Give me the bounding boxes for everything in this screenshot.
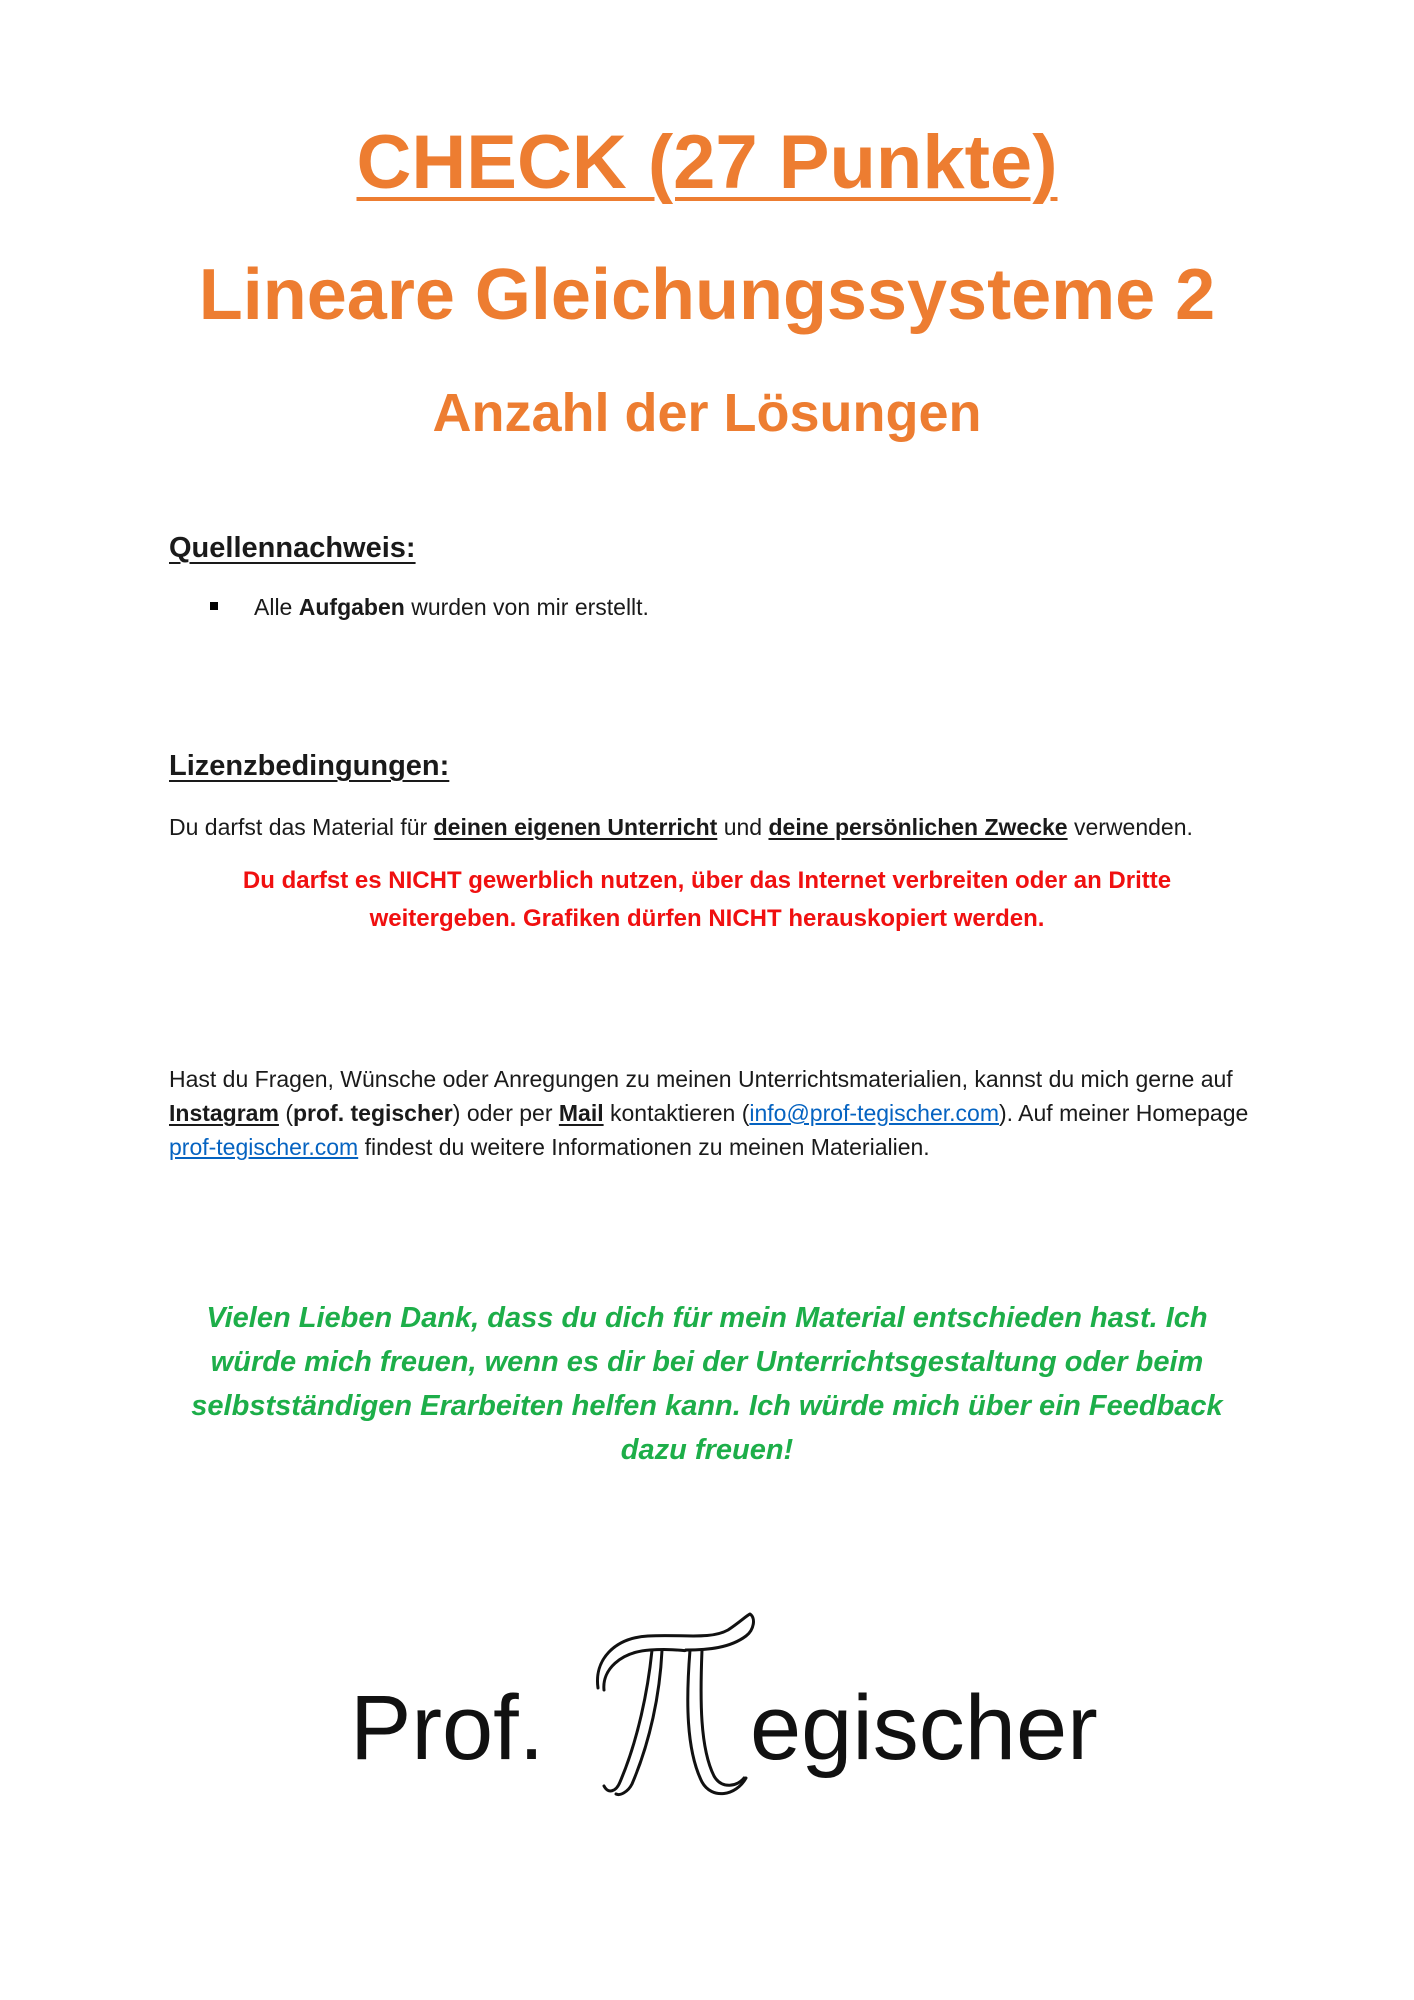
contact-paragraph: Hast du Fragen, Wünsche oder Anregungen zu meinen Unterrichtsmaterialien, kannst du mich gerne auf Instagram (prof. tegischer) oder per Mail kontaktieren (info@prof-tegischer.com). Auf meiner Homepage prof-tegischer.com findest du weitere Informationen zu meinen Materialien. bbox=[169, 1066, 1249, 1160]
pi-icon bbox=[590, 1610, 760, 1800]
page-subtitle: Lineare Gleichungssysteme 2 bbox=[198, 255, 1216, 335]
logo-suffix: egischer bbox=[750, 1677, 1098, 1779]
sources-heading: Quellennachweis: bbox=[169, 532, 416, 564]
logo-prefix: Prof. bbox=[350, 1677, 545, 1779]
email-link[interactable]: info@prof-tegischer.com bbox=[749, 1100, 999, 1126]
page-title: CHECK (27 Punkte) bbox=[356, 120, 1058, 205]
license-text: Du darfst das Material für deinen eigenen Unterricht und deine persönlichen Zwecke verwenden. bbox=[169, 814, 1193, 840]
square-bullet-icon bbox=[210, 602, 218, 610]
license-heading: Lizenzbedingungen: bbox=[169, 750, 450, 782]
page-topic: Anzahl der Lösungen bbox=[432, 383, 982, 443]
sources-text: Alle Aufgaben wurden von mir erstellt. bbox=[254, 594, 649, 620]
instagram-handle: prof. tegischer bbox=[293, 1100, 453, 1126]
mail-label: Mail bbox=[558, 1100, 604, 1126]
homepage-link[interactable]: prof-tegischer.com bbox=[169, 1134, 359, 1160]
brand-logo bbox=[350, 1610, 1098, 1810]
thanks-message: Vielen Lieben Dank, dass du dich für mein Material entschieden hast. Ich würde mich freuen, wenn es dir bei der Unterrichtsgestaltung oder beim selbstständigen Erarbeiten helfen kann. Ich würde mich über ein Feedback dazu freuen! bbox=[191, 1302, 1223, 1466]
license-warning: Du darfst es NICHT gewerblich nutzen, über das Internet verbreiten oder an Dritte weitergeben. Grafiken dürfen NICHT herauskopiert werden. bbox=[242, 867, 1172, 932]
instagram-label: Instagram bbox=[169, 1100, 279, 1126]
